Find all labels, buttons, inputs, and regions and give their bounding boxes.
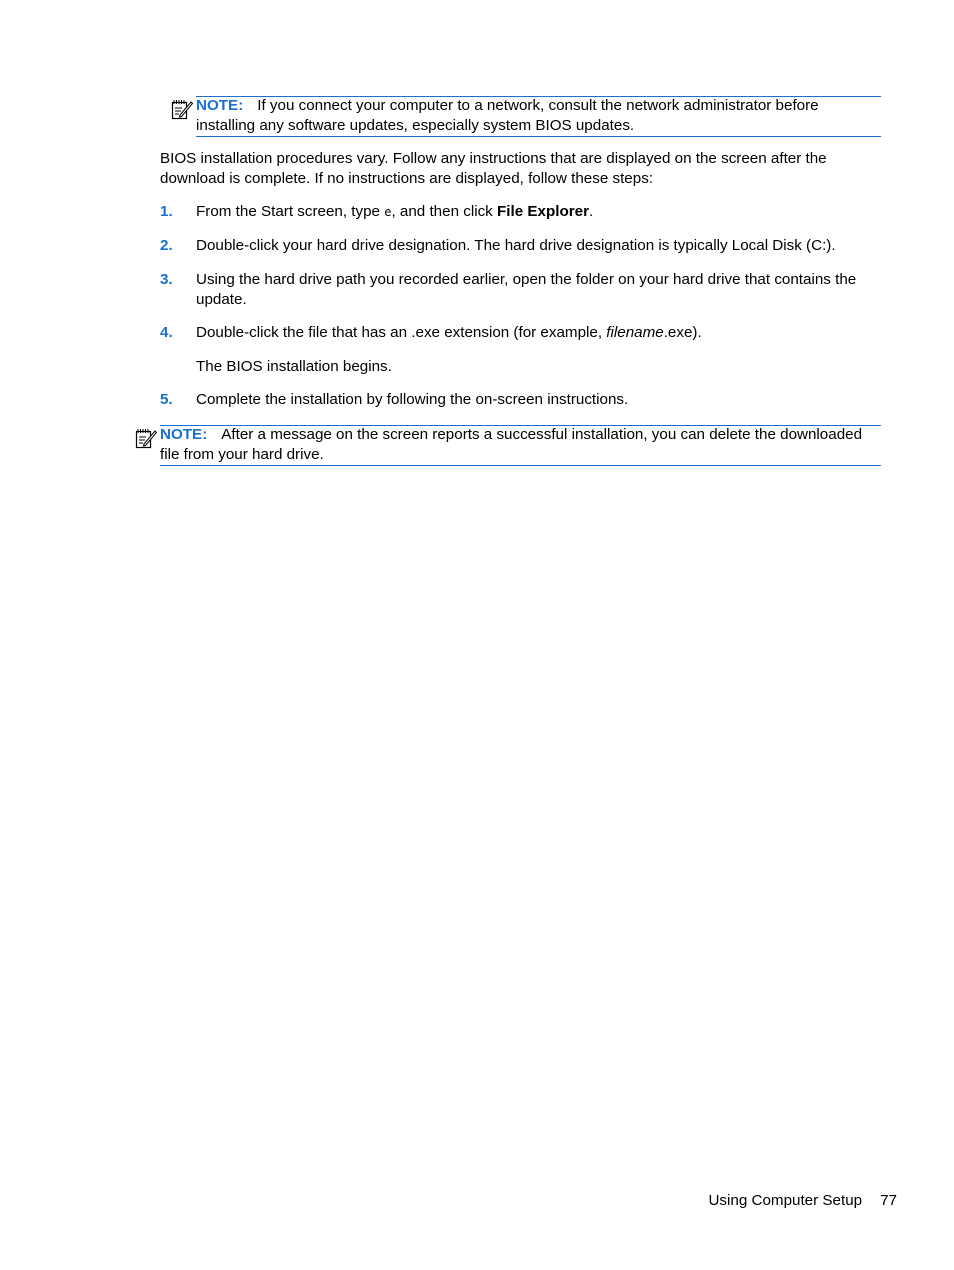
note-box-delete-file bbox=[160, 425, 881, 466]
step-result-text: The BIOS installation begins. bbox=[196, 358, 392, 375]
note-pencil-icon bbox=[171, 98, 193, 120]
note-body: After a message on the screen reports a successful installation, you can delete the downloaded file from your hard drive. bbox=[160, 426, 863, 463]
step-text: Using the hard drive path you recorded earlier, open the folder on your hard drive that contains the update. bbox=[196, 271, 857, 308]
step-text bbox=[196, 323, 876, 343]
step-number: 4. bbox=[160, 324, 173, 341]
page-number: 77 bbox=[880, 1192, 897, 1209]
step-text-post: .exe). bbox=[663, 324, 702, 341]
note-box-network bbox=[196, 96, 881, 137]
note-text bbox=[196, 96, 881, 135]
filename-italic: filename bbox=[606, 324, 664, 341]
intro-paragraph: BIOS installation procedures vary. Follow any instructions that are displayed on the screen after the download is complete. If no instructions are displayed, follow these steps: bbox=[160, 150, 827, 187]
step-text: Double-click your hard drive designation. The hard drive designation is typically Local Disk (C:). bbox=[196, 237, 836, 254]
step-text-mid: , and then click bbox=[391, 203, 497, 220]
step-number: 5. bbox=[160, 391, 173, 408]
step-number: 3. bbox=[160, 271, 173, 288]
note-label: NOTE: bbox=[160, 426, 208, 443]
step-text bbox=[196, 202, 876, 223]
note-pencil-icon bbox=[135, 427, 157, 449]
footer-section-title: Using Computer Setup bbox=[708, 1192, 863, 1209]
note-label: NOTE: bbox=[196, 97, 244, 114]
page-footer bbox=[600, 1191, 897, 1211]
note-text bbox=[160, 425, 881, 464]
step-text-post: . bbox=[589, 203, 594, 220]
note-body: If you connect your computer to a network, consult the network administrator before installing any software updates, especially system BIOS updates. bbox=[196, 97, 819, 134]
command-code: e bbox=[384, 205, 392, 219]
step-text-pre: Double-click the file that has an .exe extension (for example, bbox=[196, 324, 607, 341]
file-explorer-label: File Explorer bbox=[497, 203, 590, 220]
step-number: 2. bbox=[160, 237, 173, 254]
step-number: 1. bbox=[160, 203, 173, 220]
step-text: Complete the installation by following the on-screen instructions. bbox=[196, 391, 629, 408]
step-text-pre: From the Start screen, type bbox=[196, 203, 385, 220]
